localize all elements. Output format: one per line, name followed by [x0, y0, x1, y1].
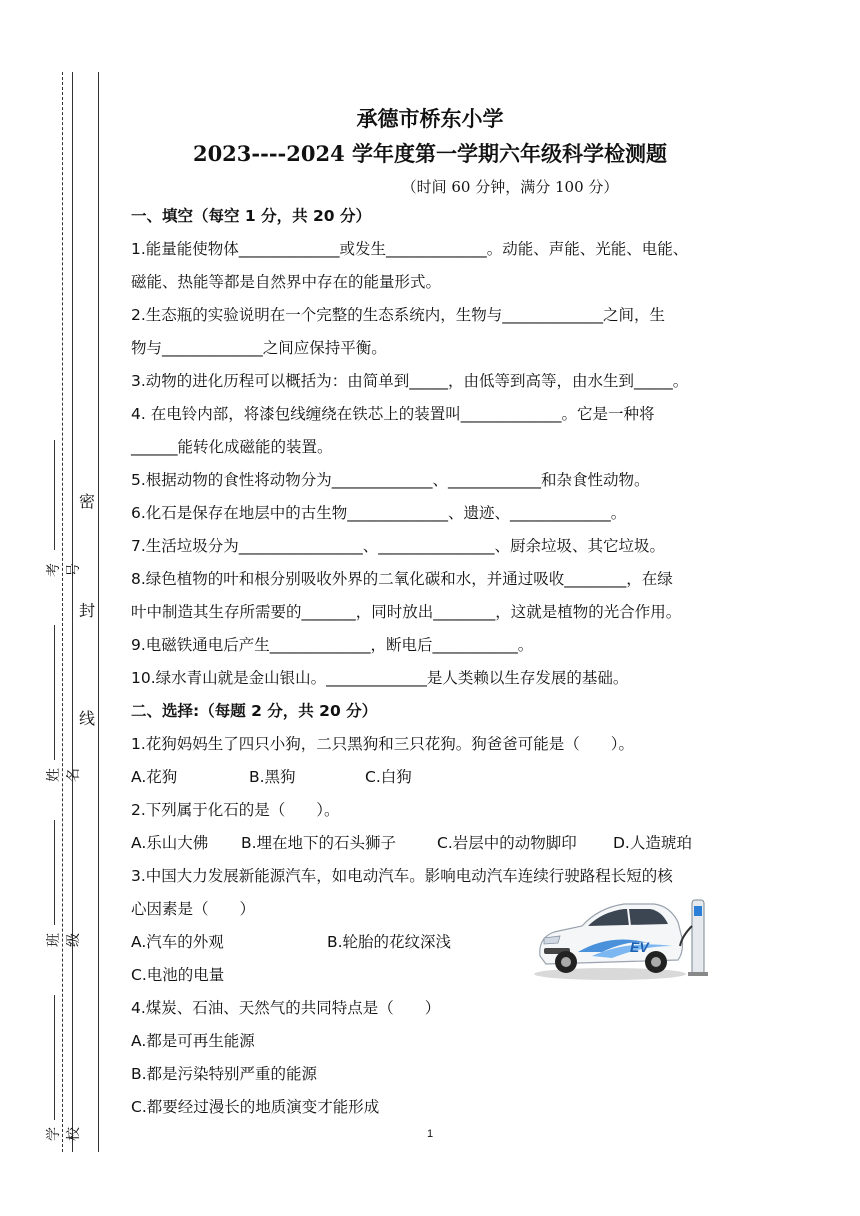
field-label-school: 学校: [46, 1127, 82, 1141]
binding-solid-line: [98, 72, 99, 1152]
binding-dashed-line: [62, 72, 63, 1152]
field-label-name: 姓名: [46, 768, 82, 782]
q3-stem: 3.中国大力发展新能源汽车，如电动汽车。影响电动汽车连续行驶路程长短的核: [131, 867, 673, 885]
q3-option-c: C.电池的电量: [131, 966, 225, 984]
question-line: 10.绿水青山就是金山银山。_____________是人类赖以生存发展的基础。: [131, 669, 629, 687]
field-blank-name: [54, 625, 55, 760]
school-title: 承德市桥东小学: [356, 106, 504, 131]
seal-char-mi: 密: [78, 492, 95, 511]
q2-option-a: A.乐山大佛: [131, 834, 209, 852]
section-heading-choice: 二、选择:（每题 2 分，共 20 分）: [131, 702, 378, 720]
q3-option-a: A.汽车的外观: [131, 933, 224, 951]
page-number: 1: [426, 1128, 434, 1140]
question-line: 1.能量能使物体_____________或发生_____________。动能、声能、光能、电能、: [131, 240, 689, 258]
question-line: 7.生活垃圾分为________________、_______________、厨余垃圾、其它垃圾。: [131, 537, 666, 555]
q2-option-c: C.岩层中的动物脚印: [437, 834, 577, 852]
q1-option-c: C.白狗: [365, 768, 412, 786]
q1-option-a: A.花狗: [131, 768, 178, 786]
q2-options: [131, 827, 735, 860]
exam-content: [131, 200, 735, 1124]
question-line: 4. 在电铃内部，将漆包线缠绕在铁芯上的装置叫_____________。它是一种将: [131, 405, 655, 423]
q2-option-b: B.埋在地下的石头狮子: [241, 834, 397, 852]
electric-car-image: [532, 886, 712, 984]
q3-stem: 心因素是（ ）: [131, 900, 256, 918]
q4-option-b: B.都是污染特别严重的能源: [131, 1065, 318, 1083]
seal-char-feng: 封: [78, 601, 95, 620]
q1-option-b: B.黑狗: [249, 768, 296, 786]
q2-option-d: D.人造琥珀: [613, 834, 692, 852]
question-line: 物与_____________之间应保持平衡。: [131, 339, 387, 357]
binding-solid-line: [72, 72, 73, 1152]
question-line: 叶中制造其生存所需要的_______，同时放出________，这就是植物的光合作用。: [131, 603, 682, 621]
seal-char-xian: 线: [78, 709, 95, 728]
question-line: 磁能、热能等都是自然界中存在的能量形式。: [131, 273, 442, 291]
q2-stem: 2.下列属于化石的是（ ）。: [131, 801, 340, 819]
field-blank-class: [54, 820, 55, 925]
question-line: 6.化石是保存在地层中的古生物_____________、遗迹、_____________。: [131, 504, 627, 522]
question-line: 2.生态瓶的实验说明在一个完整的生态系统内，生物与_____________之间，生: [131, 306, 666, 324]
field-blank-school: [54, 995, 55, 1120]
question-line: ______能转化成磁能的装置。: [131, 438, 333, 456]
question-line: 3.动物的进化历程可以概括为：由简单到_____，由低等到高等，由水生到_____。: [131, 372, 689, 390]
q1-stem: 1.花狗妈妈生了四只小狗，二只黑狗和三只花狗。狗爸爸可能是（ ）。: [131, 735, 635, 753]
question-line: 8.绿色植物的叶和根分别吸收外界的二氧化碳和水，并通过吸收________，在绿: [131, 570, 673, 588]
exam-info: （时间 60 分钟，满分 100 分）: [401, 178, 619, 196]
question-line: 5.根据动物的食性将动物分为_____________、____________和杂食性动物。: [131, 471, 650, 489]
q4-option-c: C.都要经过漫长的地质演变才能形成: [131, 1098, 380, 1116]
field-label-exam-number: 考号: [46, 563, 82, 577]
ev-logo-text: EV: [630, 939, 649, 955]
field-label-class: 班级: [46, 933, 82, 947]
q4-option-a: A.都是可再生能源: [131, 1032, 255, 1050]
exam-title: 2023----2024 学年度第一学期六年级科学检测题: [192, 141, 668, 166]
q4-stem: 4.煤炭、石油、天然气的共同特点是（ ）: [131, 999, 441, 1017]
section-heading-fill-blank: 一、填空（每空 1 分，共 20 分）: [131, 207, 371, 225]
question-line: 9.电磁铁通电后产生_____________，断电后___________。: [131, 636, 534, 654]
q3-option-b: B.轮胎的花纹深浅: [327, 933, 452, 951]
q1-options: [131, 761, 735, 794]
field-blank-exam-number: [54, 440, 55, 550]
